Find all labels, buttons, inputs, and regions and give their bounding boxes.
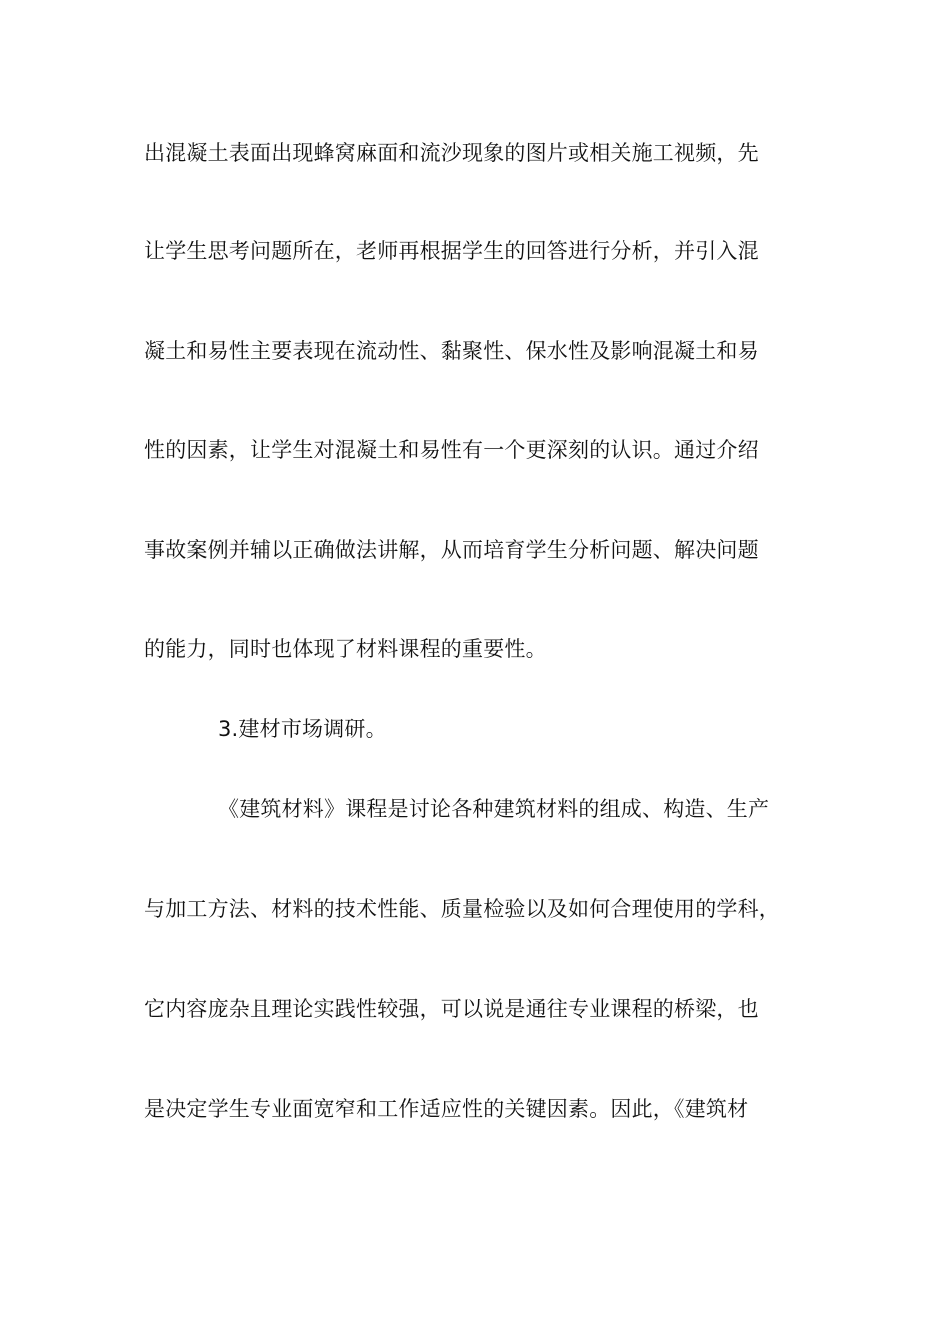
paragraph-line: 出混凝土表面出现蜂窝麻面和流沙现象的图片或相关施工视频，先	[144, 141, 759, 165]
paragraph-line: 凝土和易性主要表现在流动性、黏聚性、保水性及影响混凝土和易	[144, 339, 759, 363]
section-heading: 3.建材市场调研。	[218, 717, 387, 741]
paragraph-line: 事故案例并辅以正确做法讲解，从而培育学生分析问题、解决问题	[144, 538, 759, 562]
paragraph-line: 的能力，同时也体现了材料课程的重要性。	[144, 637, 547, 661]
paragraph-line: 让学生思考问题所在，老师再根据学生的回答进行分析，并引入混	[144, 239, 759, 263]
paragraph-line: 与加工方法、材料的技术性能、质量检验以及如何合理使用的学科，	[144, 897, 780, 921]
paragraph-line: 是决定学生专业面宽窄和工作适应性的关键因素。因此，《建筑材	[144, 1097, 749, 1121]
paragraph-line: 它内容庞杂且理论实践性较强，可以说是通往专业课程的桥梁，也	[144, 997, 759, 1021]
paragraph-line: 性的因素，让学生对混凝土和易性有一个更深刻的认识。通过介绍	[144, 438, 759, 462]
paragraph-line: 《建筑材料》课程是讨论各种建筑材料的组成、构造、生产	[218, 797, 770, 821]
